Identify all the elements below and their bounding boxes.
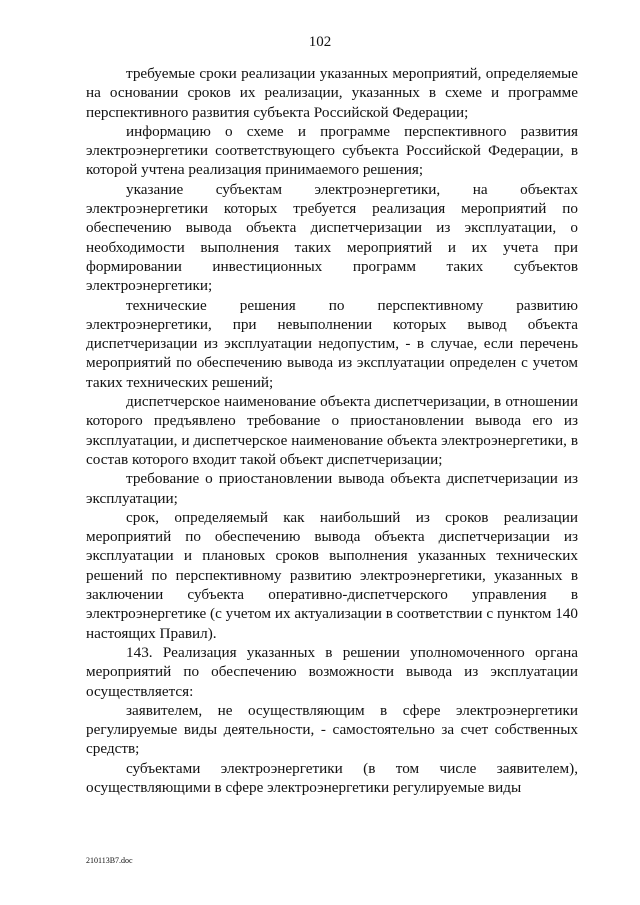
paragraph-5: диспетчерское наименование объекта диспетчеризации, в отношении которого предъявлено требование о приостановлении вывода его из эксплуатации, и диспетчерское наименование объекта электроэнергетики, в состав которого входит такой объект диспетчеризации;: [86, 393, 578, 468]
paragraph-9: заявителем, не осуществляющим в сфере электроэнергетики регулируемые виды деятельности, - самостоятельно за счет собственных средств;: [86, 701, 578, 758]
paragraph-7: срок, определяемый как наибольший из сроков реализации мероприятий по обеспечению вывода объекта диспетчеризации из эксплуатации и плановых сроков выполнения указанных технических решений по перспективному развитию электроэнергетики, указанных в заключении субъекта оперативно-диспетчерского управления в электроэнергетике (с учетом их актуализации в соответствии с пунктом 140 настоящих Правил).: [86, 508, 578, 642]
paragraph-4: технические решения по перспективному развитию электроэнергетики, при невыполнении которых вывод объекта диспетчеризации из эксплуатации недопустим, - в случае, если перечень мероприятий по обеспечению вывода из эксплуатации определен с учетом таких технических решений;: [86, 296, 578, 391]
paragraph-10: субъектами электроэнергетики (в том числе заявителем), осуществляющими в сфере электроэнергетики регулируемые виды: [86, 759, 578, 796]
page-number: 102: [308, 34, 332, 50]
paragraph-1: требуемые сроки реализации указанных мероприятий, определяемые на основании сроков их реализации, указанных в схеме и программе перспективного развития субъекта Российской Федерации;: [86, 65, 578, 121]
paragraph-2: информацию о схеме и программе перспективного развития электроэнергетики соответствующего субъекта Российской Федерации, в которой учтена реализация принимаемого решения;: [86, 122, 578, 179]
paragraph-6: требование о приостановлении вывода объекта диспетчеризации из эксплуатации;: [86, 470, 578, 507]
footer-filename: 210113В7.doc: [86, 856, 133, 865]
paragraph-3: указание субъектам электроэнергетики, на объектах электроэнергетики которых требуется реализация мероприятий по обеспечению вывода объекта диспетчеризации из эксплуатации, о необходимости выполнения таких мероприятий и их учета при формировании инвестиционных программ таких субъектов электроэнергетики;: [86, 180, 578, 295]
paragraph-8: 143. Реализация указанных в решении уполномоченного органа мероприятий по обеспечению возможности вывода из эксплуатации осуществляется:: [86, 643, 578, 700]
document-body: [86, 64, 578, 797]
